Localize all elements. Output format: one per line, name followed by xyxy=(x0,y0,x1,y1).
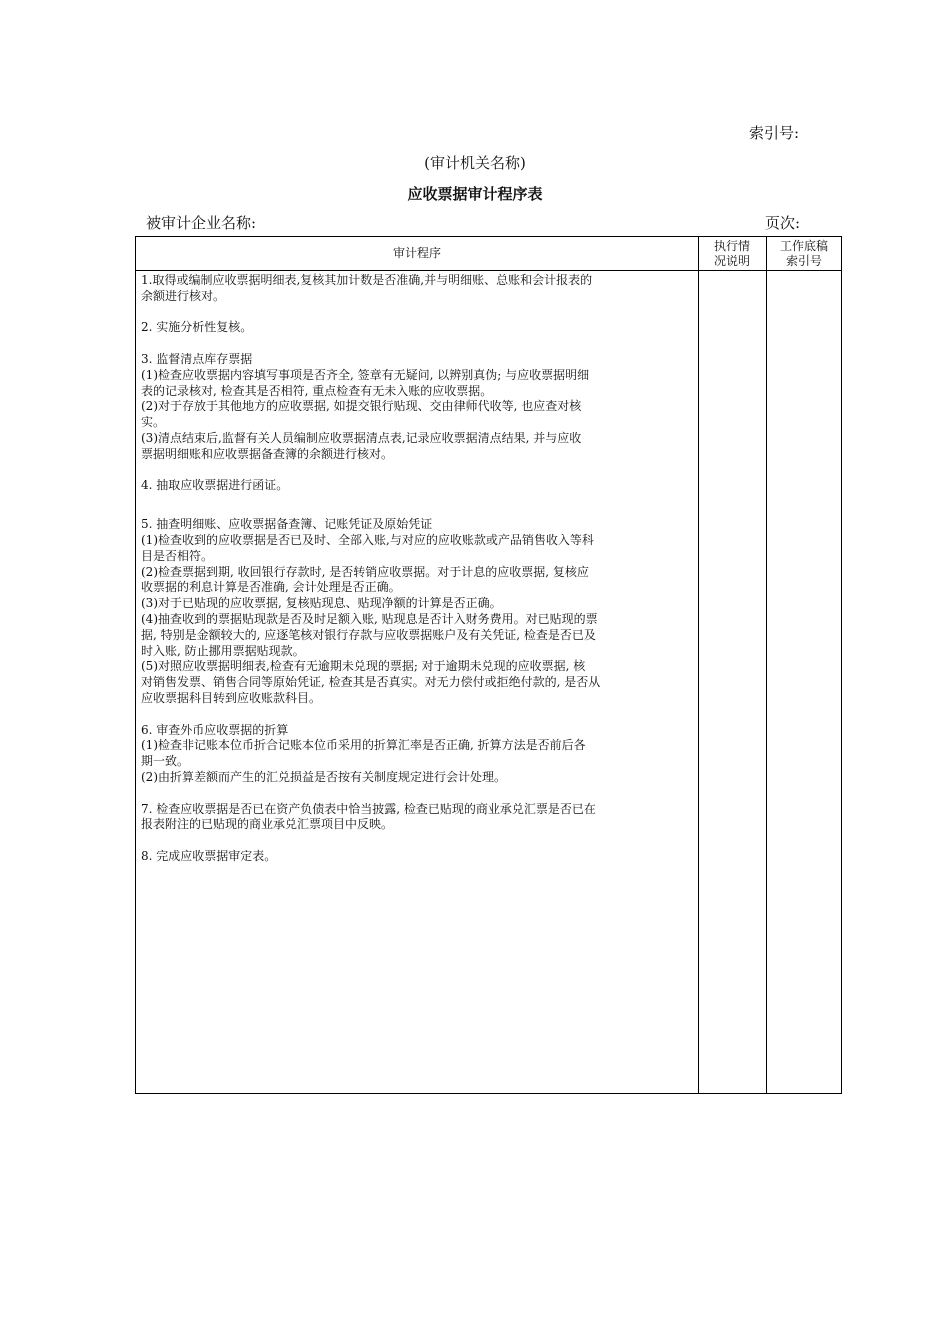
step-text: (5)对照应收票据明细表,检查有无逾期未兑现的票据; 对于逾期未兑现的应收票据, 核 xyxy=(141,659,586,674)
step-text: 收票据的利息计算是否准确, 会计处理是否正确。 xyxy=(141,580,401,595)
column-header-execution-line: 执行情 xyxy=(713,238,750,253)
step-text: (3)对于已贴现的应收票据, 复核贴现息、贴现净额的计算是否正确。 xyxy=(141,596,502,611)
column-divider xyxy=(698,237,699,1093)
step-text: 4. 抽取应收票据进行函证。 xyxy=(141,478,289,493)
column-header-execution xyxy=(698,237,766,270)
column-header-execution-line: 况说明 xyxy=(713,253,750,268)
document-title: 应收票据审计程序表 xyxy=(407,185,543,203)
step-text: (1)检查非记账本位币折合记账本位币采用的折算汇率是否正确, 折算方法是否前后各 xyxy=(141,738,586,753)
step-text: 据, 特别是金额较大的, 应逐笔核对银行存款与应收票据账户及有关凭证, 检查是否已及 xyxy=(141,627,596,642)
step-text: (1)检查收到的应收票据是否已及时、全部入账,与对应的应收账款或产品销售收入等科 xyxy=(141,532,594,547)
column-header-procedure: 审计程序 xyxy=(392,246,441,260)
step-text: 表的记录核对, 检查其是否相符, 重点检查有无未入账的应收票据。 xyxy=(141,383,493,398)
step-text: 时入账, 防止挪用票据贴现款。 xyxy=(141,643,305,658)
step-text: 目是否相符。 xyxy=(141,548,214,563)
index-number-label: 索引号: xyxy=(749,124,800,142)
audit-organization-name: (审计机关名称) xyxy=(424,154,526,172)
header-divider xyxy=(136,270,841,271)
step-text: 实。 xyxy=(141,415,166,430)
step-text: 3. 监督清点库存票据 xyxy=(141,351,253,366)
column-header-ref-line: 索引号 xyxy=(785,253,822,268)
page-number-label: 页次: xyxy=(765,214,801,232)
step-text: (2)对于存放于其他地方的应收票据, 如提交银行贴现、交由律师代收等, 也应查对核 xyxy=(141,399,582,414)
procedure-steps xyxy=(141,273,693,865)
step-text: 6. 审查外币应收票据的折算 xyxy=(141,722,289,737)
column-header-ref-line: 工作底稿 xyxy=(779,238,828,253)
step-text: 5. 抽查明细账、应收票据备查簿、记账凭证及原始凭证 xyxy=(141,517,433,532)
audit-procedure-table xyxy=(135,236,842,1094)
step-text: 报表附注的已贴现的商业承兑汇票项目中反映。 xyxy=(141,817,394,832)
step-text: (4)抽查收到的票据贴现款是否及时足额入账, 贴现息是否计入财务费用。对已贴现的票 xyxy=(141,611,598,626)
step-text: 余额进行核对。 xyxy=(141,288,226,303)
step-text: 1.取得或编制应收票据明细表,复核其加计数是否准确,并与明细账、总账和会计报表的 xyxy=(141,273,593,287)
step-text: (2)检查票据到期, 收回银行存款时, 是否转销应收票据。对于计息的应收票据, 复核应 xyxy=(141,564,589,579)
step-text: (2)由折算差额而产生的汇兑损益是否按有关制度规定进行会计处理。 xyxy=(141,769,507,784)
step-text: (1)检查应收票据内容填写事项是否齐全, 签章有无疑问, 以辨别真伪; 与应收票据明细 xyxy=(141,367,590,382)
column-divider xyxy=(766,237,767,1093)
step-text: 对销售发票、销售合同等原始凭证, 检查其是否真实。对无力偿付或拒绝付款的, 是否从 xyxy=(141,675,601,690)
step-text: 2. 实施分析性复核。 xyxy=(141,320,253,335)
step-text: 7. 检查应收票据是否已在资产负债表中恰当披露, 检查已贴现的商业承兑汇票是否已在 xyxy=(141,801,596,816)
column-header-workpaper-ref xyxy=(766,237,842,270)
step-text: (3)清点结束后,监督有关人员编制应收票据清点表,记录应收票据清点结果, 并与应收 xyxy=(141,430,582,445)
step-text: 8. 完成应收票据审定表。 xyxy=(141,848,277,863)
audited-company-label: 被审计企业名称: xyxy=(146,214,257,232)
step-text: 票据明细账和应收票据备查簿的余额进行核对。 xyxy=(141,446,394,461)
step-text: 应收票据科目转到应收账款科目。 xyxy=(141,690,322,705)
step-text: 期一致。 xyxy=(141,754,190,769)
